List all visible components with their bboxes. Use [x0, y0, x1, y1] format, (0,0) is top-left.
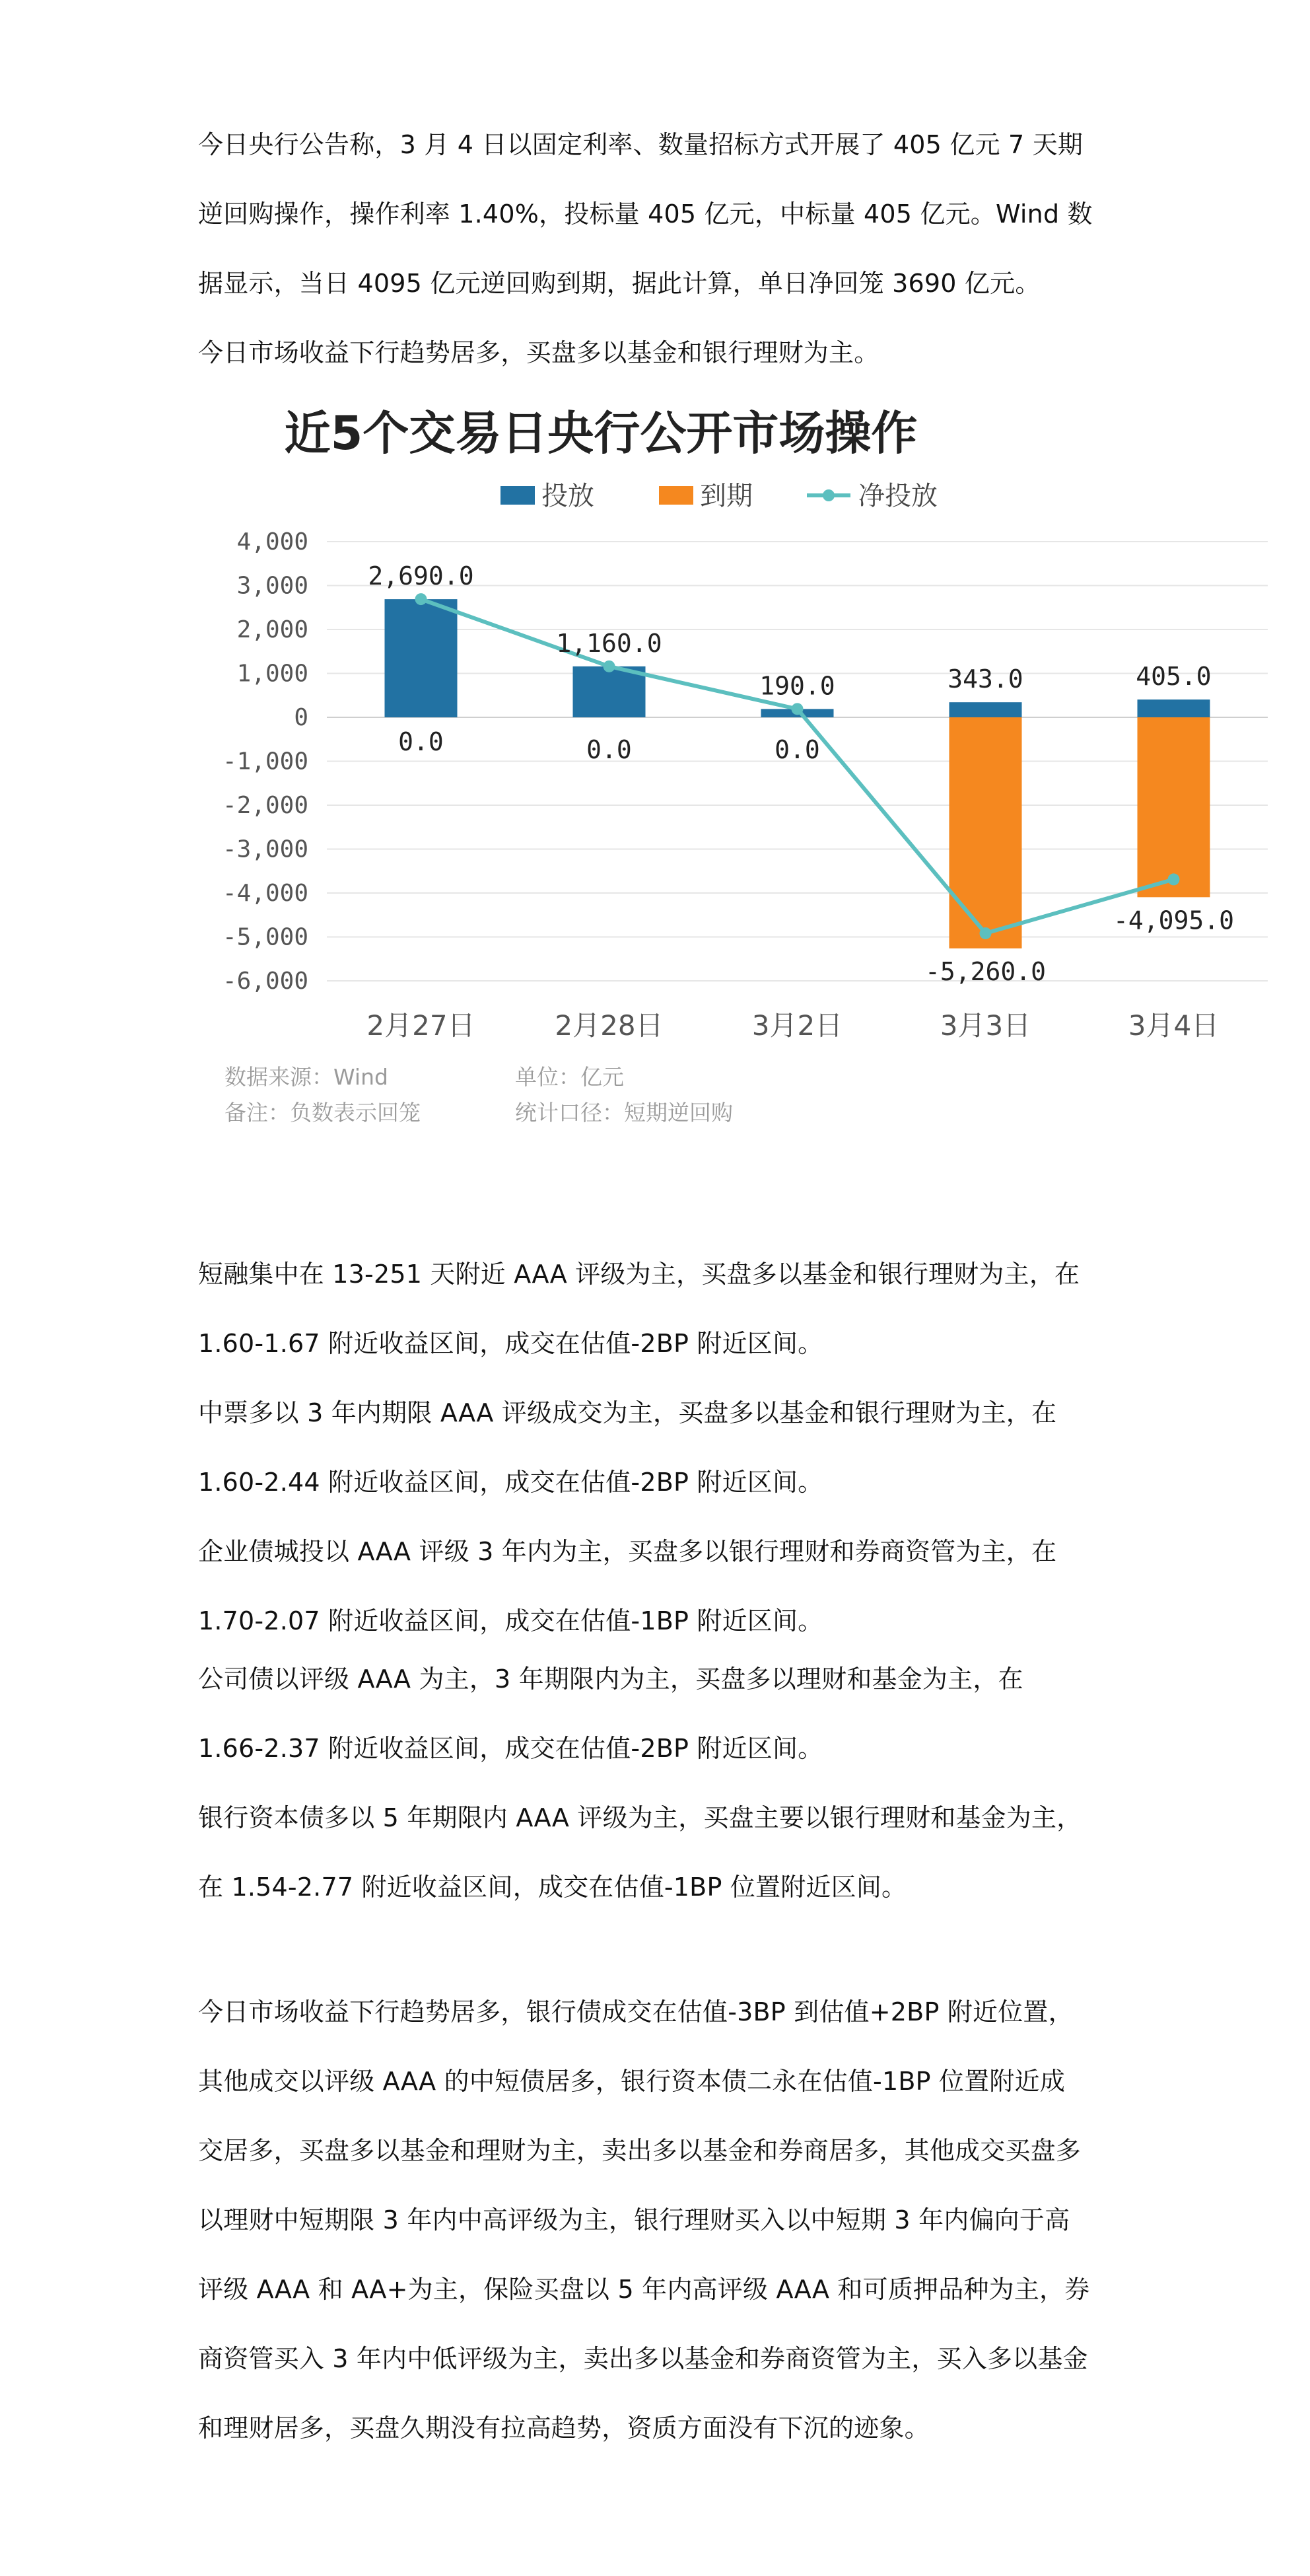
y-tick-label: -4,000: [222, 880, 308, 907]
net-injection-point: [792, 703, 804, 715]
text-line: 公司债以评级 AAA 为主，3 年期限内为主，买盘多以理财和基金为主，在: [198, 1664, 1023, 1694]
y-tick-label: 4,000: [236, 528, 308, 555]
bar-maturity: [949, 717, 1022, 948]
paragraph-market-summary: [198, 318, 1116, 388]
y-tick-label: 3,000: [236, 572, 308, 600]
note-unit: 单位：亿元: [515, 1064, 624, 1090]
chart-bars: [385, 599, 1210, 948]
text-line: 据显示，当日 4095 亿元逆回购到期，据此计算，单日净回笼 3690 亿元。: [198, 269, 1041, 298]
paragraph-bank-capital-bonds: [198, 1783, 1116, 1922]
chart-legend: [500, 481, 938, 511]
open-market-operation-chart: [205, 390, 1274, 1156]
legend-label: 到期: [700, 481, 753, 511]
bar-maturity: [1138, 717, 1210, 897]
paragraph-market-overview: [198, 1978, 1116, 2463]
legend-swatch: [500, 486, 535, 505]
text-line: 和理财居多，买盘久期没有拉高趋势，资质方面没有下沉的迹象。: [198, 2414, 930, 2443]
text-line: 1.60-1.67 附近收益区间，成交在估值-2BP 附近区间。: [198, 1329, 823, 1358]
note-remark: 备注：负数表示回笼: [224, 1100, 421, 1126]
injection-value-label: 2,690.0: [368, 561, 474, 591]
chart-title: 近5个交易日央行公开市场操作: [284, 406, 918, 460]
y-tick-label: 1,000: [236, 660, 308, 688]
text-line: 逆回购操作，操作利率 1.40%，投标量 405 亿元，中标量 405 亿元。Wind 数: [198, 199, 1093, 229]
paragraph-corporate-bonds: [198, 1645, 1116, 1783]
y-tick-label: -1,000: [222, 748, 308, 775]
net-injection-series-line: [421, 599, 1174, 933]
net-injection-line: [415, 593, 1180, 939]
text-line: 交居多，买盘多以基金和理财为主，卖出多以基金和券商居多，其他成交买盘多: [198, 2136, 1082, 2165]
text-line: 企业债城投以 AAA 评级 3 年内为主，买盘多以银行理财和券商资管为主，在: [198, 1537, 1057, 1566]
net-injection-point: [980, 927, 992, 939]
text-line: 1.66-2.37 附近收益区间，成交在估值-2BP 附近区间。: [198, 1734, 823, 1763]
note-source: 数据来源：Wind: [224, 1064, 388, 1090]
injection-value-label: 343.0: [948, 664, 1023, 694]
paragraph-medium-term-notes: [198, 1378, 1116, 1517]
y-tick-label: -3,000: [222, 836, 308, 863]
injection-value-label: 1,160.0: [556, 628, 662, 658]
text-line: 商资管买入 3 年内中低评级为主，卖出多以基金和券商资管为主，买入多以基金: [198, 2344, 1088, 2373]
x-tick-label: 2月27日: [366, 1009, 475, 1042]
text-line: 短融集中在 13-251 天附近 AAA 评级为主，买盘多以基金和银行理财为主，在: [198, 1260, 1080, 1289]
text-line: 其他成交以评级 AAA 的中短债居多，银行资本债二永在估值-1BP 位置附近成: [198, 2067, 1066, 2096]
legend-swatch: [659, 486, 693, 505]
net-injection-point: [1168, 873, 1180, 885]
bar-injection: [385, 599, 458, 717]
injection-value-label: 190.0: [759, 671, 835, 701]
text-line: 在 1.54-2.77 附近收益区间，成交在估值-1BP 位置附近区间。: [198, 1873, 907, 1902]
x-tick-label: 3月2日: [751, 1009, 843, 1042]
x-tick-label: 2月28日: [555, 1009, 664, 1042]
y-tick-label: 0: [294, 704, 308, 731]
maturity-value-label: -4,095.0: [1113, 906, 1235, 935]
text-line: 今日市场收益下行趋势居多，银行债成交在估值-3BP 到估值+2BP 附近位置，: [198, 1997, 1074, 2026]
bar-injection: [949, 702, 1022, 717]
x-axis: [366, 1009, 1219, 1042]
maturity-value-label: -5,260.0: [924, 956, 1047, 986]
text-line: 评级 AAA 和 AA+为主，保险买盘以 5 年内高评级 AAA 和可质押品种为主，券: [198, 2275, 1090, 2304]
y-tick-label: -2,000: [222, 792, 308, 819]
text-line: 今日市场收益下行趋势居多，买盘多以基金和银行理财为主。: [198, 338, 879, 367]
maturity-value-label: 0.0: [586, 735, 632, 764]
y-tick-label: -5,000: [222, 923, 308, 951]
legend-swatch-marker: [823, 489, 835, 501]
y-tick-label: 2,000: [236, 616, 308, 643]
maturity-value-label: 0.0: [775, 735, 820, 764]
text-line: 以理财中短期限 3 年内中高评级为主，银行理财买入以中短期 3 年内偏向于高: [198, 2205, 1070, 2235]
legend-label: 净投放: [858, 481, 938, 511]
bar-injection: [1138, 699, 1210, 717]
text-line: 银行资本债多以 5 年期限内 AAA 评级为主，买盘主要以银行理财和基金为主，: [198, 1803, 1082, 1832]
x-tick-label: 3月4日: [1128, 1009, 1220, 1042]
injection-value-label: 405.0: [1136, 662, 1212, 692]
paragraph-enterprise-bonds: [198, 1517, 1116, 1656]
y-axis: [223, 528, 308, 995]
text-line: 今日央行公告称，3 月 4 日以固定利率、数量招标方式开展了 405 亿元 7 天期: [198, 130, 1084, 159]
text-line: 中票多以 3 年内期限 AAA 评级成交为主，买盘多以基金和银行理财为主，在: [198, 1398, 1057, 1427]
paragraph-short-term-notes: [198, 1240, 1116, 1378]
paragraph-pboc-operation: [198, 110, 1116, 318]
text-line: 1.70-2.07 附近收益区间，成交在估值-1BP 附近区间。: [198, 1606, 823, 1635]
y-tick-label: -6,000: [222, 968, 308, 995]
net-injection-point: [603, 661, 615, 672]
net-injection-point: [415, 593, 427, 605]
text-line: 1.60-2.44 附近收益区间，成交在估值-2BP 附近区间。: [198, 1468, 823, 1497]
note-scope: 统计口径：短期逆回购: [515, 1100, 733, 1126]
maturity-value-label: 0.0: [398, 727, 444, 756]
x-tick-label: 3月3日: [940, 1009, 1031, 1042]
legend-label: 投放: [541, 481, 594, 511]
